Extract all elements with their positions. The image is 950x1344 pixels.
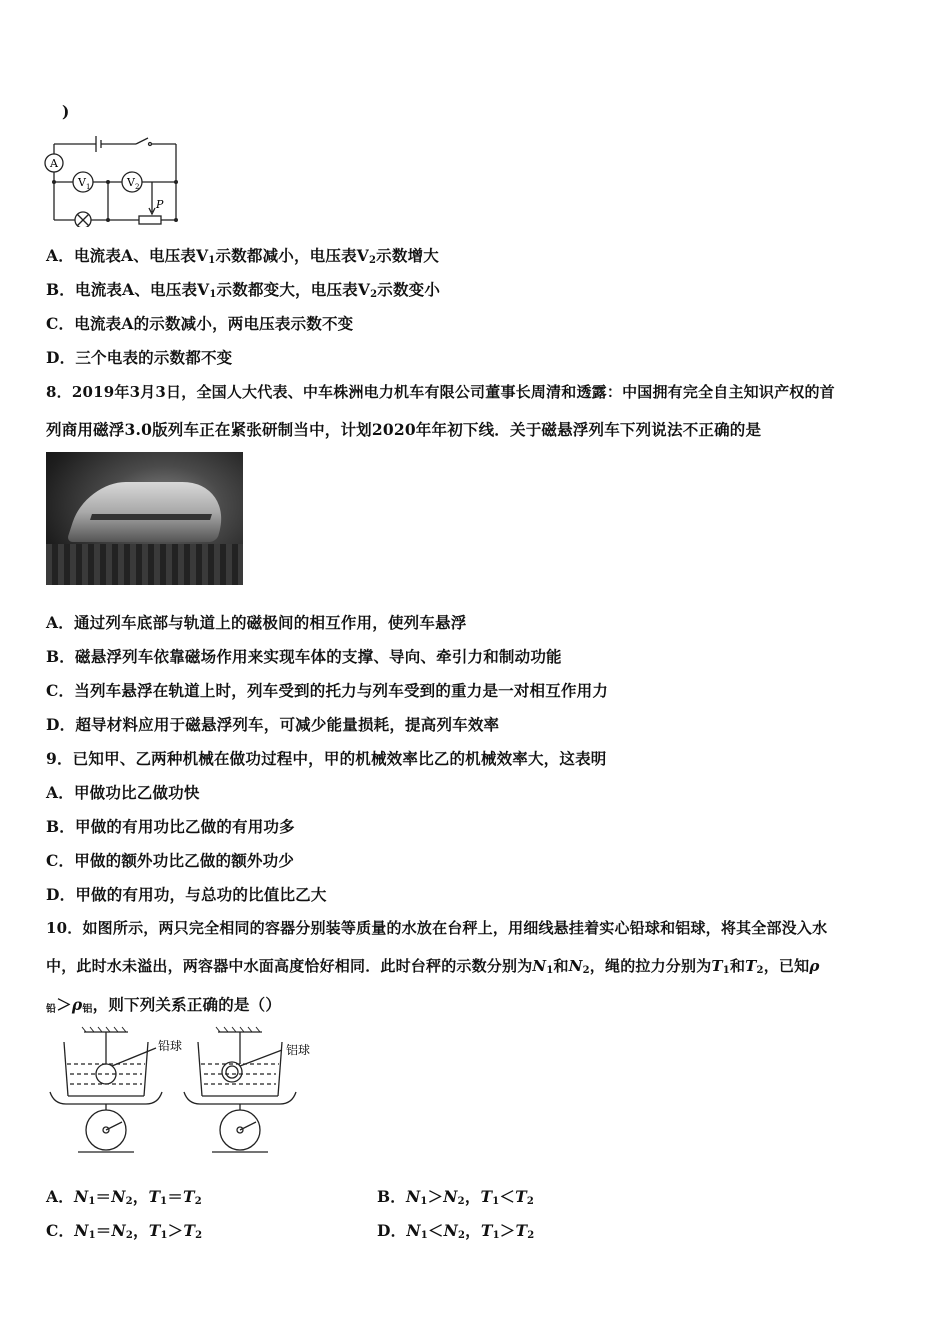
q10-stem-line3: $_铅>\rho_铝$，则下列关系正确的是（） xyxy=(46,995,282,1015)
q10-option-a: A．$N_1=N_2$，$T_1=T_2$ xyxy=(46,1187,202,1207)
lead-ball-label: 铅球 xyxy=(158,1039,183,1053)
q7-option-a: A．电流表A、电压表$V_1$示数都减小，电压表$V_2$示数增大 xyxy=(46,246,439,266)
v2-sub: 2 xyxy=(135,183,140,191)
question-fragment: ) xyxy=(62,102,70,121)
q7-option-d: D．三个电表的示数都不变 xyxy=(46,348,233,367)
q8-stem-line1: 8．2019年3月3日，全国人大代表、中车株洲电力机车有限公司董事长周清和透露：中国拥有完全自主知识产权的首 xyxy=(46,383,835,401)
q9-option-b: B．甲做的有用功比乙做的有用功多 xyxy=(46,817,295,836)
q7-option-c: C．电流表A的示数减小，两电压表示数不变 xyxy=(46,314,354,333)
aluminum-ball-label: 铝球 xyxy=(286,1043,311,1057)
q9-stem: 9．已知甲、乙两种机械在做功过程中，甲的机械效率比乙的机械效率大，这表明 xyxy=(46,749,607,768)
q9-option-c: C．甲做的额外功比乙做的额外功少 xyxy=(46,851,295,870)
q8-option-a: A．通过列车底部与轨道上的磁极间的相互作用，使列车悬浮 xyxy=(46,613,467,632)
scales-containers-figure xyxy=(46,1026,336,1156)
q8-option-c: C．当列车悬浮在轨道上时，列车受到的托力与列车受到的重力是一对相互作用力 xyxy=(46,681,609,700)
q8-option-b: B．磁悬浮列车依靠磁场作用来实现车体的支撑、导向、牵引力和制动功能 xyxy=(46,647,562,666)
v1-label: V xyxy=(78,176,86,189)
q10-option-b: B．$N_1>N_2$，$T_1<T_2$ xyxy=(377,1187,535,1207)
q8-option-d: D．超导材料应用于磁悬浮列车，可减少能量损耗，提高列车效率 xyxy=(46,715,500,734)
slider-label: P xyxy=(156,198,164,211)
q10-stem-line1: 10．如图所示，两只完全相同的容器分别装等质量的水放在台秤上，用细线悬挂着实心铅球和铝球，将其全部没入水 xyxy=(46,919,828,937)
q10-option-d: D．$N_1<N_2$，$T_1>T_2$ xyxy=(377,1221,535,1241)
q8-stem-line2: 列商用磁浮3.0版列车正在紧张研制当中，计划2020年年初下线．关于磁悬浮列车下列说法不正确的是 xyxy=(46,420,762,439)
maglev-train-photo xyxy=(46,452,243,585)
q10-option-c: C．$N_1=N_2$，$T_1>T_2$ xyxy=(46,1221,203,1241)
v2-label: V xyxy=(127,176,135,189)
circuit-diagram xyxy=(44,132,184,227)
ammeter-label: A xyxy=(50,157,58,170)
q9-option-a: A．甲做功比乙做功快 xyxy=(46,783,200,802)
v1-sub: 1 xyxy=(86,183,91,191)
q7-option-b: B．电流表A、电压表$V_1$示数都变大，电压表$V_2$示数变小 xyxy=(46,280,441,300)
q10-stem-line2: 中，此时水未溢出，两容器中水面高度恰好相同．此时台秤的示数分别为$N_1$和$N_2$，绳的拉力分别为$T_1$和$T_2$，已知ρ xyxy=(46,957,820,976)
q9-option-d: D．甲做的有用功，与总功的比值比乙大 xyxy=(46,885,327,904)
